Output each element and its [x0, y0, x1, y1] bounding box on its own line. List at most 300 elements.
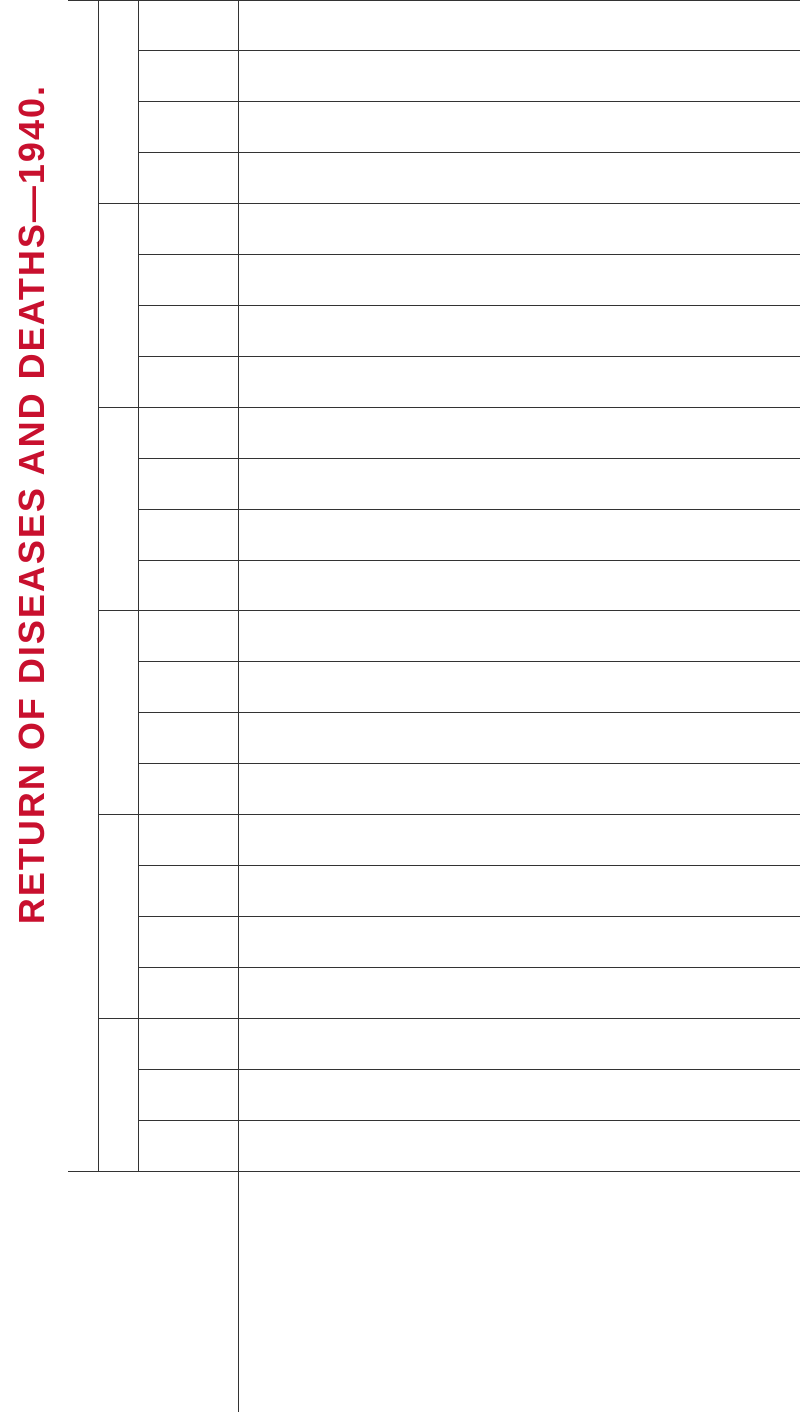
table-cell — [559, 153, 599, 204]
col-header-out_district — [138, 866, 238, 917]
row-corr-number — [439, 1352, 479, 1388]
table-cell — [278, 917, 318, 968]
table-cell — [639, 662, 679, 713]
table-cell — [439, 255, 479, 306]
table-cell — [599, 204, 639, 255]
table-cell — [479, 102, 519, 153]
table-cell — [238, 0, 278, 51]
table-cell — [559, 408, 599, 459]
disease-label — [358, 1172, 398, 1352]
disease-label — [599, 1172, 639, 1352]
row-corr-number — [639, 1352, 679, 1388]
table-cell — [238, 1019, 278, 1070]
table-cell — [639, 968, 679, 1019]
table-cell — [559, 1019, 599, 1070]
row-number — [358, 1388, 398, 1412]
table-cell — [519, 1070, 559, 1121]
col-header-deaths_hosp — [138, 1070, 238, 1121]
table-cell — [479, 1019, 519, 1070]
table-cell — [238, 204, 278, 255]
table-cell — [439, 510, 479, 561]
table-cell — [720, 1070, 760, 1121]
table-cell — [639, 357, 679, 408]
row-number — [278, 1388, 318, 1412]
table-cell — [399, 917, 439, 968]
table-cell — [278, 1070, 318, 1121]
table-cell — [399, 459, 439, 510]
disease-label — [399, 1172, 439, 1352]
table-cell — [599, 815, 639, 866]
table-cell — [720, 102, 760, 153]
table-cell — [519, 510, 559, 561]
district-group-corozal — [98, 815, 138, 1019]
table-cell — [318, 102, 358, 153]
table-cell — [358, 510, 398, 561]
table-cell — [760, 408, 800, 459]
table-cell — [760, 1121, 800, 1172]
table-cell — [519, 102, 559, 153]
table-cell — [238, 561, 278, 612]
row-number — [680, 1388, 720, 1412]
table-cell — [639, 1121, 679, 1172]
table-cell — [760, 459, 800, 510]
table-cell — [760, 611, 800, 662]
table-cell — [519, 968, 559, 1019]
table-cell — [439, 1070, 479, 1121]
district-group-orange-walk — [98, 408, 138, 612]
table-cell — [720, 917, 760, 968]
disease-label — [318, 1172, 358, 1352]
table-cell — [760, 255, 800, 306]
table-cell — [559, 917, 599, 968]
table-cell — [559, 611, 599, 662]
table-cell — [559, 51, 599, 102]
table-cell — [439, 204, 479, 255]
table-cell — [278, 611, 318, 662]
table-cell — [479, 408, 519, 459]
row-corr-number — [238, 1352, 278, 1388]
table-cell — [399, 204, 439, 255]
disease-label — [559, 1172, 599, 1352]
table-cell — [318, 1019, 358, 1070]
table-cell — [599, 561, 639, 612]
col-header-admissions — [138, 153, 238, 204]
table-cell — [439, 561, 479, 612]
table-cell — [599, 51, 639, 102]
table-cell — [680, 408, 720, 459]
table-cell — [358, 0, 398, 51]
table-cell — [439, 611, 479, 662]
table-cell — [519, 561, 559, 612]
table-cell — [318, 1121, 358, 1172]
table-cell — [559, 102, 599, 153]
table-cell — [439, 917, 479, 968]
table-cell — [238, 51, 278, 102]
table-cell — [318, 51, 358, 102]
table-cell — [519, 255, 559, 306]
table-cell — [439, 459, 479, 510]
table-cell — [439, 764, 479, 815]
table-cell — [680, 1019, 720, 1070]
table-cell — [318, 917, 358, 968]
table-cell — [358, 153, 398, 204]
table-cell — [639, 713, 679, 764]
table-cell — [358, 306, 398, 357]
table-cell — [439, 0, 479, 51]
table-cell — [559, 815, 599, 866]
table-cell — [639, 255, 679, 306]
table-cell — [680, 510, 720, 561]
table-cell — [399, 255, 439, 306]
table-cell — [358, 1070, 398, 1121]
table-cell — [519, 204, 559, 255]
table-cell — [559, 764, 599, 815]
table-cell — [519, 459, 559, 510]
table-cell — [720, 51, 760, 102]
table-cell — [720, 764, 760, 815]
table-cell — [479, 51, 519, 102]
table-cell — [278, 459, 318, 510]
table-cell — [318, 0, 358, 51]
table-cell — [760, 1070, 800, 1121]
table-cell — [639, 306, 679, 357]
table-cell — [358, 255, 398, 306]
table-cell — [599, 408, 639, 459]
table-cell — [278, 662, 318, 713]
table-cell — [399, 1070, 439, 1121]
table-cell — [680, 102, 720, 153]
table-cell — [358, 815, 398, 866]
table-cell — [399, 1121, 439, 1172]
districts-header — [68, 0, 98, 1172]
table-cell — [680, 306, 720, 357]
col-header-admissions — [138, 968, 238, 1019]
table-cell — [720, 459, 760, 510]
table-cell — [479, 357, 519, 408]
table-cell — [760, 815, 800, 866]
table-cell — [358, 1019, 398, 1070]
table-cell — [559, 459, 599, 510]
table-cell — [599, 1121, 639, 1172]
district-group-cayo — [98, 612, 138, 816]
table-cell — [720, 408, 760, 459]
disease-label — [639, 1172, 679, 1352]
district-group-belize — [98, 1019, 138, 1172]
group-header-rule — [138, 0, 139, 1172]
table-cell — [278, 1121, 318, 1172]
table-cell — [599, 968, 639, 1019]
table-cell — [720, 306, 760, 357]
table-cell — [318, 408, 358, 459]
district-group-stann-creek — [98, 204, 138, 408]
table-cell — [720, 204, 760, 255]
table-cell — [760, 917, 800, 968]
table-cell — [720, 866, 760, 917]
table-cell — [519, 357, 559, 408]
table-cell — [479, 255, 519, 306]
row-corr-number — [358, 1352, 398, 1388]
table-cell — [318, 662, 358, 713]
table-cell — [278, 357, 318, 408]
table-cell — [479, 713, 519, 764]
table-cell — [639, 51, 679, 102]
table-cell — [318, 510, 358, 561]
table-cell — [318, 764, 358, 815]
table-cell — [358, 459, 398, 510]
table-cell — [238, 866, 278, 917]
table-cell — [680, 459, 720, 510]
table-cell — [278, 153, 318, 204]
table-cell — [720, 662, 760, 713]
table-cell — [559, 866, 599, 917]
table-cell — [399, 1019, 439, 1070]
table-cell — [559, 662, 599, 713]
table-cell — [479, 764, 519, 815]
table-cell — [639, 1070, 679, 1121]
table-cell — [318, 255, 358, 306]
table-cell — [439, 357, 479, 408]
table-cell — [278, 713, 318, 764]
table-cell — [358, 1121, 398, 1172]
table-cell — [639, 1019, 679, 1070]
table-cell — [680, 51, 720, 102]
table-cell — [238, 611, 278, 662]
table-cell — [278, 815, 318, 866]
table-cell — [680, 866, 720, 917]
col-header-out_district — [138, 51, 238, 102]
table-cell — [358, 968, 398, 1019]
table-cell — [760, 561, 800, 612]
table-cell — [318, 357, 358, 408]
table-cell — [399, 662, 439, 713]
table-cell — [238, 153, 278, 204]
table-cell — [680, 713, 720, 764]
table-cell — [358, 713, 398, 764]
table-cell — [680, 1121, 720, 1172]
table-cell — [559, 1121, 599, 1172]
table-cell — [358, 561, 398, 612]
table-cell — [399, 764, 439, 815]
table-cell — [639, 102, 679, 153]
table-cell — [238, 408, 278, 459]
table-cell — [399, 408, 439, 459]
table-cell — [760, 764, 800, 815]
table-cell — [599, 917, 639, 968]
table-cell — [760, 1019, 800, 1070]
table-cell — [519, 815, 559, 866]
table-cell — [760, 968, 800, 1019]
table-cell — [479, 459, 519, 510]
col-header-deaths_hosp — [138, 917, 238, 968]
table-cell — [720, 611, 760, 662]
table-cell — [479, 1070, 519, 1121]
table-cell — [760, 204, 800, 255]
table-cell — [479, 561, 519, 612]
row-corr-number — [680, 1352, 720, 1388]
table-cell — [358, 204, 398, 255]
table-cell — [680, 815, 720, 866]
table-cell — [439, 1121, 479, 1172]
table-cell — [639, 204, 679, 255]
table-cell — [760, 357, 800, 408]
table-cell — [399, 815, 439, 866]
title-strip — [0, 0, 64, 1412]
table-cell — [760, 0, 800, 51]
table-cell — [559, 306, 599, 357]
table-cell — [599, 662, 639, 713]
table-cell — [680, 153, 720, 204]
table-cell — [238, 306, 278, 357]
row-corr-number — [720, 1352, 760, 1388]
table-cell — [680, 204, 720, 255]
table-cell — [238, 357, 278, 408]
table-cell — [479, 866, 519, 917]
table-cell — [318, 1070, 358, 1121]
district-group-toledo — [98, 0, 138, 204]
table-cell — [680, 1070, 720, 1121]
table-cell — [599, 357, 639, 408]
table-cell — [439, 408, 479, 459]
table-cell — [439, 866, 479, 917]
row-corr-number — [318, 1352, 358, 1388]
table-cell — [439, 1019, 479, 1070]
table-cell — [238, 102, 278, 153]
table-cell — [238, 815, 278, 866]
col-header-deaths_district — [138, 611, 238, 662]
col-header-deaths_hosp — [138, 510, 238, 561]
table-cell — [318, 866, 358, 917]
table-cell — [399, 611, 439, 662]
table-cell — [479, 968, 519, 1019]
table-cell — [358, 51, 398, 102]
table-cell — [439, 662, 479, 713]
table-cell — [559, 510, 599, 561]
table-cell — [599, 459, 639, 510]
table-cell — [760, 510, 800, 561]
table-cell — [680, 0, 720, 51]
disease-label — [680, 1172, 720, 1352]
table-cell — [639, 866, 679, 917]
row-number — [720, 1388, 760, 1412]
table-cell — [358, 611, 398, 662]
table-cell — [680, 255, 720, 306]
table-cell — [720, 815, 760, 866]
table-cell — [559, 968, 599, 1019]
disease-label — [479, 1172, 519, 1352]
table-cell — [358, 662, 398, 713]
table-cell — [358, 357, 398, 408]
table-cell — [559, 713, 599, 764]
table-cell — [318, 204, 358, 255]
table-cell — [680, 917, 720, 968]
table-cell — [358, 102, 398, 153]
table-cell — [238, 764, 278, 815]
table-cell — [559, 561, 599, 612]
col-header-deaths_district — [138, 204, 238, 255]
table-cell — [639, 510, 679, 561]
table-cell — [639, 0, 679, 51]
disease-label — [760, 1172, 800, 1352]
table-cell — [399, 51, 439, 102]
row-number — [238, 1388, 278, 1412]
table-cell — [519, 0, 559, 51]
table-cell — [439, 306, 479, 357]
table-cell — [278, 102, 318, 153]
table-cell — [639, 764, 679, 815]
table-cell — [639, 561, 679, 612]
table-cell — [358, 408, 398, 459]
row-number — [519, 1388, 559, 1412]
table-cell — [720, 713, 760, 764]
row-corr-number — [559, 1352, 599, 1388]
table-cell — [318, 611, 358, 662]
table-cell — [720, 561, 760, 612]
table-cell — [238, 255, 278, 306]
row-corr-number — [519, 1352, 559, 1388]
table-cell — [439, 102, 479, 153]
table-cell — [278, 51, 318, 102]
table-cell — [599, 306, 639, 357]
table-cell — [720, 1121, 760, 1172]
table-cell — [639, 815, 679, 866]
table-cell — [399, 968, 439, 1019]
table-cell — [399, 713, 439, 764]
table-cell — [278, 408, 318, 459]
disease-label — [519, 1172, 559, 1352]
table-cell — [399, 0, 439, 51]
table-cell — [318, 306, 358, 357]
table-cell — [760, 306, 800, 357]
table-cell — [439, 815, 479, 866]
table-cell — [639, 153, 679, 204]
table-cell — [519, 306, 559, 357]
table-cell — [479, 510, 519, 561]
table-cell — [238, 510, 278, 561]
table-cell — [599, 611, 639, 662]
page-title: RETURN OF DISEASES AND DEATHS—1940. — [11, 84, 52, 925]
table-cell — [238, 1070, 278, 1121]
table-cell — [318, 561, 358, 612]
table-cell — [599, 153, 639, 204]
row-number — [559, 1388, 599, 1412]
table-cell — [559, 0, 599, 51]
table-cell — [479, 611, 519, 662]
table-cell — [479, 153, 519, 204]
table-cell — [720, 0, 760, 51]
table-cell — [760, 713, 800, 764]
table-cell — [760, 153, 800, 204]
table-cell — [318, 153, 358, 204]
table-cell — [519, 662, 559, 713]
table-cell — [519, 611, 559, 662]
table-cell — [238, 917, 278, 968]
col-header-deaths_district — [138, 408, 238, 459]
section-heading — [238, 1172, 278, 1352]
row-number — [599, 1388, 639, 1412]
table-cell — [439, 153, 479, 204]
table-cell — [760, 866, 800, 917]
corr-number-header — [68, 1352, 238, 1388]
table-cell — [599, 713, 639, 764]
table-cell — [720, 1019, 760, 1070]
table-cell — [318, 968, 358, 1019]
table-cell — [318, 713, 358, 764]
table-cell — [680, 662, 720, 713]
disease-table — [68, 0, 800, 1412]
table-cell — [559, 357, 599, 408]
number-header — [68, 1388, 238, 1412]
col-header-deaths_district — [138, 0, 238, 51]
